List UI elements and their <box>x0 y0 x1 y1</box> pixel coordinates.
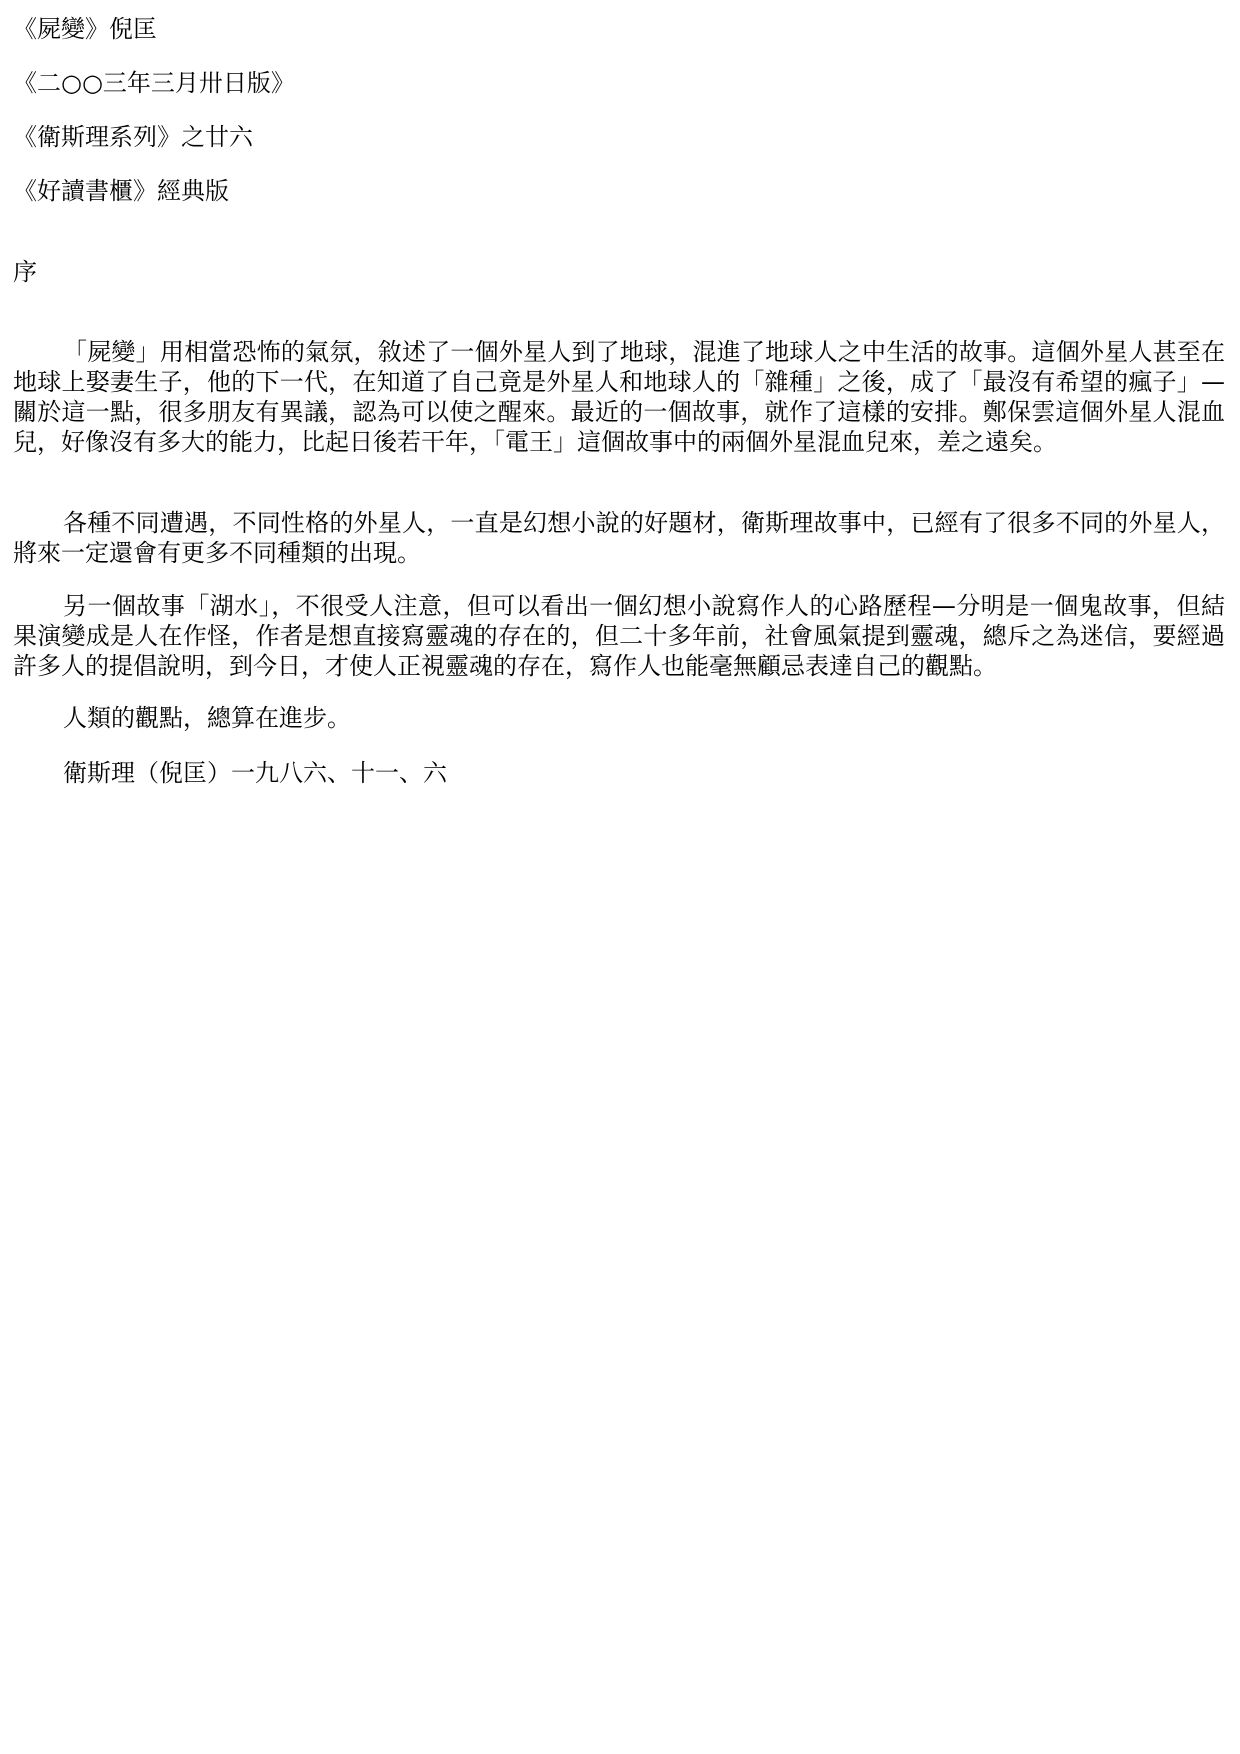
series-line: 《衛斯理系列》之廿六 <box>13 123 253 151</box>
book-title-line: 《屍變》倪匡 <box>13 15 157 43</box>
preface-heading: 序 <box>13 258 37 286</box>
edition-line: 《二○○三年三月卅日版》 <box>13 69 295 97</box>
preface-paragraph-2: 各種不同遭遇，不同性格的外星人，一直是幻想小說的好題材，衛斯理故事中，已經有了很多不同的外星人，將來一定還會有更多不同種類的出現。 <box>13 509 1225 567</box>
preface-paragraph-3: 另一個故事「湖水」，不很受人注意，但可以看出一個幻想小說寫作人的心路歷程—分明是一個鬼故事，但結果演變成是人在作怪，作者是想直接寫靈魂的存在的，但二十多年前，社會風氣提到靈魂，總斥之為迷信，要經過許多人的提倡說明，到今日，才使人正視靈魂的存在，寫作人也能毫無顧忌表達自己的觀點。 <box>13 592 1225 680</box>
preface-paragraph-4: 人類的觀點，總算在進步。 <box>63 704 351 732</box>
publisher-line: 《好讀書櫃》經典版 <box>13 177 229 205</box>
preface-paragraph-1: 「屍變」用相當恐怖的氣氛，敘述了一個外星人到了地球，混進了地球人之中生活的故事。這個外星人甚至在地球上娶妻生子，他的下一代，在知道了自己竟是外星人和地球人的「雜種」之後，成了「最沒有希望的瘋子」—關於這一點，很多朋友有異議，認為可以使之醒來。最近的一個故事，就作了這樣的安排。鄭保雲這個外星人混血兒，好像沒有多大的能力，比起日後若干年，「電王」這個故事中的兩個外星混血兒來，差之遠矣。 <box>13 338 1225 456</box>
preface-signature: 衛斯理（倪匡）一九八六、十一、六 <box>63 759 447 787</box>
